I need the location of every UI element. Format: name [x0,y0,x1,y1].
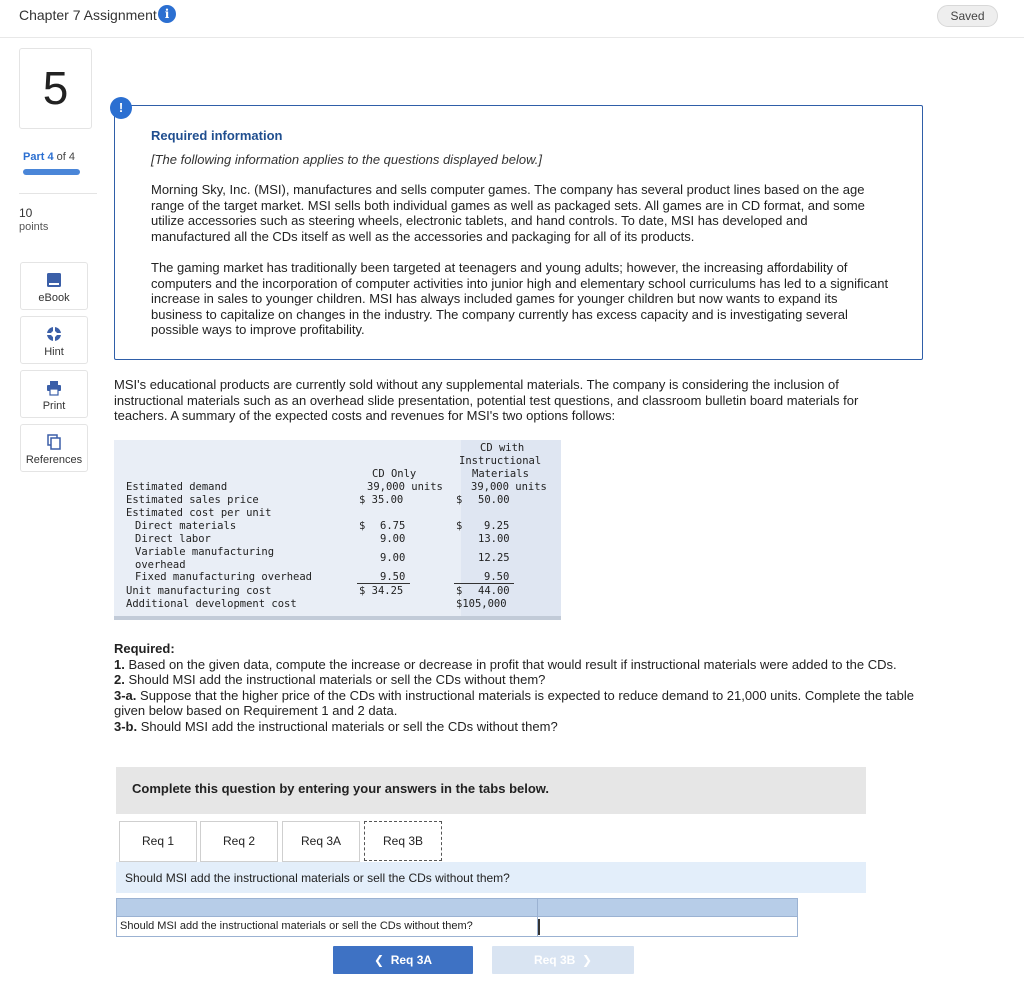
saved-badge: Saved [937,5,998,27]
row-vmo-label-1: Variable manufacturing [135,546,275,558]
book-icon [45,272,63,288]
lifebuoy-icon [45,326,63,342]
row-vmo-label-2: overhead [135,559,186,571]
question-bar [116,862,866,893]
next-label: Req 3B [533,953,576,967]
row-price-c1: $ 35.00 [359,494,404,506]
question-text: Should MSI add the instructional materials or sell the CDs without them? [125,871,510,885]
row-fmo-label: Fixed manufacturing overhead [135,571,313,583]
table-bottom-rule [114,616,561,620]
chevron-right-icon: ❯ [581,953,593,967]
tab-req-3b[interactable]: Req 3B [364,821,442,861]
row-dm-c2: 9.25 [484,520,510,532]
part-current: 4 [47,151,54,163]
info-heading: Required information [151,128,283,143]
info-subheading: [The following information applies to the questions displayed below.] [151,152,542,167]
next-button[interactable] [492,946,634,974]
row-dm-c1: 6.75 [380,520,406,532]
col1-subtotal-rule [357,583,410,584]
row-price-label: Estimated sales price [126,494,259,506]
instruction-banner [116,767,866,814]
row-dm-label: Direct materials [135,520,237,532]
row-umc-c2-sym: $ [456,585,463,597]
row-adc-label: Additional development cost [126,598,297,610]
col2-header-line2: Instructional [459,455,542,467]
col2-header-line3: Materials [472,468,529,480]
chevron-left-icon: ❮ [373,953,385,967]
assignment-title: Chapter 7 Assignment [19,7,157,23]
row-fmo-c2: 9.50 [484,571,510,583]
points-label: points [19,221,49,233]
part-progress-bar [23,169,80,175]
col2-header-line1: CD with [480,442,525,454]
prev-label: Req 3A [390,953,433,967]
references-label: References [25,454,83,466]
row-vmo-c2: 12.25 [478,552,510,564]
row-vmo-c1: 9.00 [380,552,406,564]
col2-subtotal-rule [454,583,514,584]
answer-table [116,898,798,938]
row-umc-label: Unit manufacturing cost [126,585,272,597]
intro-paragraph: MSI's educational products are currently sold without any supplemental materials. The company is considering the inclusion of instructional materials such as an overhead slide presentation, potential test questions, and classroom bulletin board materials for teachers. A summary of the expected costs and revenues for MSI's two options follows: [114,377,859,423]
print-label: Print [42,400,66,412]
top-bar [0,0,1024,38]
row-adc-c2: $105,000 [456,598,507,610]
row-dl-c1: 9.00 [380,533,406,545]
required-item-3b: 3-b. Should MSI add the instructional materials or sell the CDs without them? [114,718,558,734]
part-label: Part [23,151,45,163]
ebook-button[interactable] [20,262,88,310]
row-dm-c1-sym: $ [359,520,366,532]
tab-req-3a[interactable]: Req 3A [282,821,360,862]
required-information-box [114,105,923,360]
question-number: 5 [19,48,92,129]
row-price-c2-sym: $ [456,494,463,506]
prev-button[interactable] [333,946,473,974]
cost-revenue-table [114,440,561,620]
copy-icon [45,434,63,450]
row-price-c2: 50.00 [478,494,510,506]
print-button[interactable] [20,370,88,418]
instruction-text: Complete this question by entering your answers in the tabs below. [132,781,550,796]
row-demand-c1: 39,000 units [367,481,443,493]
row-umc-c1: $ 34.25 [359,585,404,597]
col1-header: CD Only [372,468,417,480]
info-icon[interactable]: i [158,5,176,23]
required-section [114,641,922,734]
ebook-label: eBook [38,292,70,304]
row-fmo-c1: 9.50 [380,571,406,583]
part-indicator [23,151,75,163]
required-item-3a: 3-a. Suppose that the higher price of the CDs with instructional materials is expected to reduce demand to 21,000 units. Complete the table given below based on Requirement 1 and 2 data. [114,687,914,718]
points-value: 10 [19,206,33,220]
row-umc-c2: 44.00 [478,585,510,597]
text-cursor [538,919,540,935]
row-demand-c2: 39,000 units [471,481,547,493]
required-item-1: 1. Based on the given data, compute the increase or decrease in profit that would result if instructional materials were added to the CDs. [114,656,897,672]
row-dm-c2-sym: $ [456,520,463,532]
row-demand-label: Estimated demand [126,481,228,493]
references-button[interactable] [20,424,88,472]
required-item-2: 2. Should MSI add the instructional materials or sell the CDs without them? [114,672,546,687]
info-paragraph-2: The gaming market has traditionally been targeted at teenagers and young adults; however, the increasing affordability of computers and the incorporation of computer activities into junior high and elementary school curriculums has led to a significant increase in sales to younger children. MSI has always included games for younger children but now wants to expand its business to capitalize on changes in the industry. The company currently has excess capacity and is investigating several possible ways to improve profitability. [151,260,889,337]
alert-icon: ! [110,97,132,119]
row-cost-per-unit-label: Estimated cost per unit [126,507,272,519]
answer-select[interactable] [539,918,797,936]
printer-icon [45,380,63,396]
row-dl-c2: 13.00 [478,533,510,545]
sidebar-divider [19,193,97,194]
tab-req-2[interactable]: Req 2 [200,821,278,862]
hint-button[interactable] [20,316,88,364]
info-paragraph-1: Morning Sky, Inc. (MSI), manufactures and sells computer games. The company has several product lines based on the age range of the target market. MSI sells both individual games as well as packaged sets. All games are in CD format, and some utilize accessories such as steering wheels, electronic tablets, and hand controls. To date, MSI has developed and manufactured all the CDs itself as well as the accessories and packaging for all of its products. [151,182,865,244]
answer-table-header [116,898,798,917]
required-title: Required: [114,641,175,656]
part-of: of 4 [56,151,76,163]
row-dl-label: Direct labor [135,533,211,545]
tab-req-1[interactable]: Req 1 [119,821,197,862]
hint-label: Hint [44,346,64,358]
answer-row-label: Should MSI add the instructional materials or sell the CDs without them? [120,920,473,932]
